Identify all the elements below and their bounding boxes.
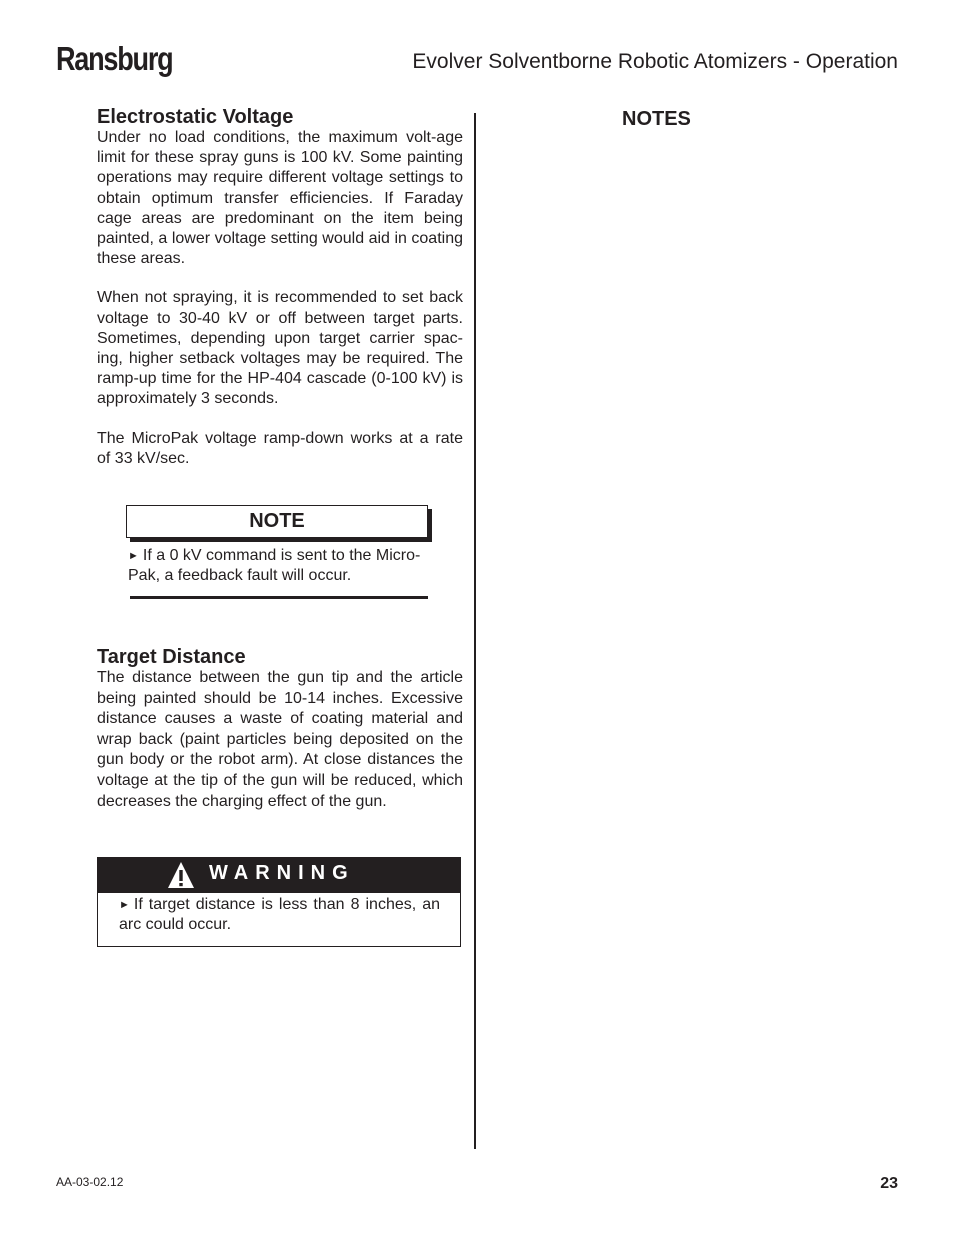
document-title: Evolver Solventborne Robotic Atomizers - Operation — [412, 50, 898, 73]
bullet-arrow-icon: ► — [119, 899, 130, 911]
brand-logo: Ransburg — [56, 40, 173, 77]
bullet-arrow-icon: ► — [128, 550, 139, 562]
warning-triangle-icon — [167, 860, 195, 890]
section-target-distance — [97, 646, 463, 812]
warning-text: If target distance is less than 8 inches, an arc could occur. — [119, 896, 440, 933]
warning-label: WARNING — [209, 862, 355, 884]
note-divider — [130, 596, 428, 599]
note-text: If a 0 kV command is sent to the Micro-Pak, a feedback fault will occur. — [128, 547, 421, 584]
note-text-container — [126, 546, 428, 586]
paragraph: When not spraying, it is recommended to set back voltage to 30-40 kV or off between target parts. Sometimes, depending upon target carrier spac-ing, higher setback voltages may be required. The ramp-up time for the HP-404 cascade (0-100 kV) is approximately 3 seconds. — [97, 289, 463, 408]
section-heading: Target Distance — [97, 646, 246, 668]
section-heading: Electrostatic Voltage — [97, 106, 294, 128]
page-number: 23 — [880, 1175, 898, 1192]
paragraph: The MicroPak voltage ramp-down works at a rate of 33 kV/sec. — [97, 429, 463, 467]
note-box — [126, 505, 428, 599]
document-code: AA-03-02.12 — [56, 1175, 124, 1189]
warning-header — [98, 858, 460, 893]
paragraph: The distance between the gun tip and the article being painted should be 10-14 inches. Excessive distance causes a waste of coating material and wrap back (paint particles being deposited on the gun body or the robot arm). At close distances the voltage at the tip of the gun will be reduced, which decreases the charging effect of the gun. — [97, 669, 463, 810]
warning-box — [97, 857, 461, 947]
warning-text-container — [98, 893, 460, 935]
note-label: NOTE — [126, 505, 428, 538]
column-divider — [474, 113, 476, 1149]
section-electrostatic-voltage — [97, 106, 463, 469]
notes-heading: NOTES — [622, 108, 691, 130]
paragraph: Under no load conditions, the maximum volt-age limit for these spray guns is 100 kV. Some painting operations may require different voltage settings to obtain optimum transfer efficiencies. If Faraday cage areas are predominant on the item being painted, a lower voltage setting would aid in coating these areas. — [97, 129, 463, 268]
